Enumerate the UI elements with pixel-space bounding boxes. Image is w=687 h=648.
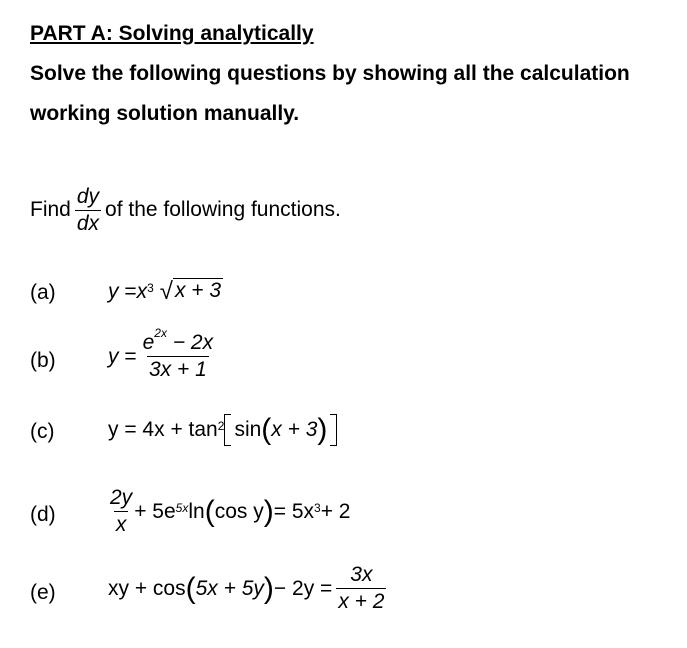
question-c: y = 4x + tan $^2$ sin ( x + 3 ) bbox=[108, 414, 337, 446]
q-e-prefix: xy + cos bbox=[108, 576, 186, 600]
q-e-denominator: x + 2 bbox=[338, 590, 385, 613]
q-a-radicand: x + 3 bbox=[173, 278, 223, 306]
q-b-denominator: 3x + 1 bbox=[148, 358, 207, 381]
q-c-arg: x + 3 bbox=[271, 418, 318, 441]
q-d-denominator: x bbox=[115, 513, 127, 536]
q-c-sin: sin bbox=[234, 418, 262, 441]
q-d-tail: + 2 bbox=[320, 499, 351, 523]
q-e-numerator: 3x bbox=[350, 563, 373, 586]
label-d: (d) bbox=[30, 503, 56, 526]
dy-dx-fraction bbox=[75, 184, 101, 237]
label-c: (c) bbox=[30, 420, 55, 443]
q-b-fraction bbox=[141, 326, 216, 383]
find-derivative-prompt bbox=[30, 180, 341, 240]
q-d-cos: cos y bbox=[214, 499, 264, 523]
q-a-x: x bbox=[136, 280, 148, 303]
q-a-y: y bbox=[108, 280, 119, 303]
instruction-line-1: Solve the following questions by showing all the calculation bbox=[30, 62, 630, 85]
right-bracket-icon bbox=[330, 414, 337, 446]
radical-sign-icon: √ bbox=[159, 278, 173, 305]
q-d-numerator: 2y bbox=[110, 486, 133, 509]
question-e: xy + cos ( 5x + 5y ) − 2y = $\frac{3x}{x + 2}$ bbox=[108, 563, 385, 613]
q-d-mid: + 5e bbox=[134, 499, 176, 523]
q-e-fraction bbox=[336, 562, 386, 615]
q-b-eq: = bbox=[124, 344, 137, 368]
find-rest: of the following functions. bbox=[105, 198, 341, 221]
question-d: $\frac{2y}{x}$ + 5e $^{5x}$ ln ( cos y ) = 5x $^3$ + 2 bbox=[110, 486, 351, 536]
sqrt-expression bbox=[160, 278, 223, 306]
q-d-fraction bbox=[108, 485, 134, 538]
question-a: y = x $^3$ √ x + 3 bbox=[108, 278, 222, 305]
q-c-prefix: y = 4x + tan bbox=[108, 418, 218, 441]
q-d-eq: = 5x bbox=[273, 499, 314, 523]
part-a-heading: PART A: Solving analytically bbox=[30, 22, 314, 45]
dy-numerator: dy bbox=[76, 184, 100, 208]
instruction-line-2: working solution manually. bbox=[30, 102, 300, 125]
q-d-ln: ln bbox=[188, 499, 205, 523]
label-e: (e) bbox=[30, 581, 56, 604]
q-e-mid: − 2y = bbox=[273, 576, 333, 600]
q-b-numerator: $e^{2x} - 2x$ bbox=[142, 326, 214, 354]
q-e-arg: 5x + 5y bbox=[195, 576, 264, 600]
label-b: (b) bbox=[30, 349, 56, 372]
left-bracket-icon bbox=[224, 414, 231, 446]
dx-denominator: dx bbox=[76, 211, 100, 235]
question-b bbox=[108, 326, 215, 383]
find-word: Find bbox=[30, 198, 71, 221]
q-a-eq: = bbox=[124, 280, 137, 303]
label-a: (a) bbox=[30, 281, 56, 304]
q-b-y: y bbox=[108, 344, 119, 368]
